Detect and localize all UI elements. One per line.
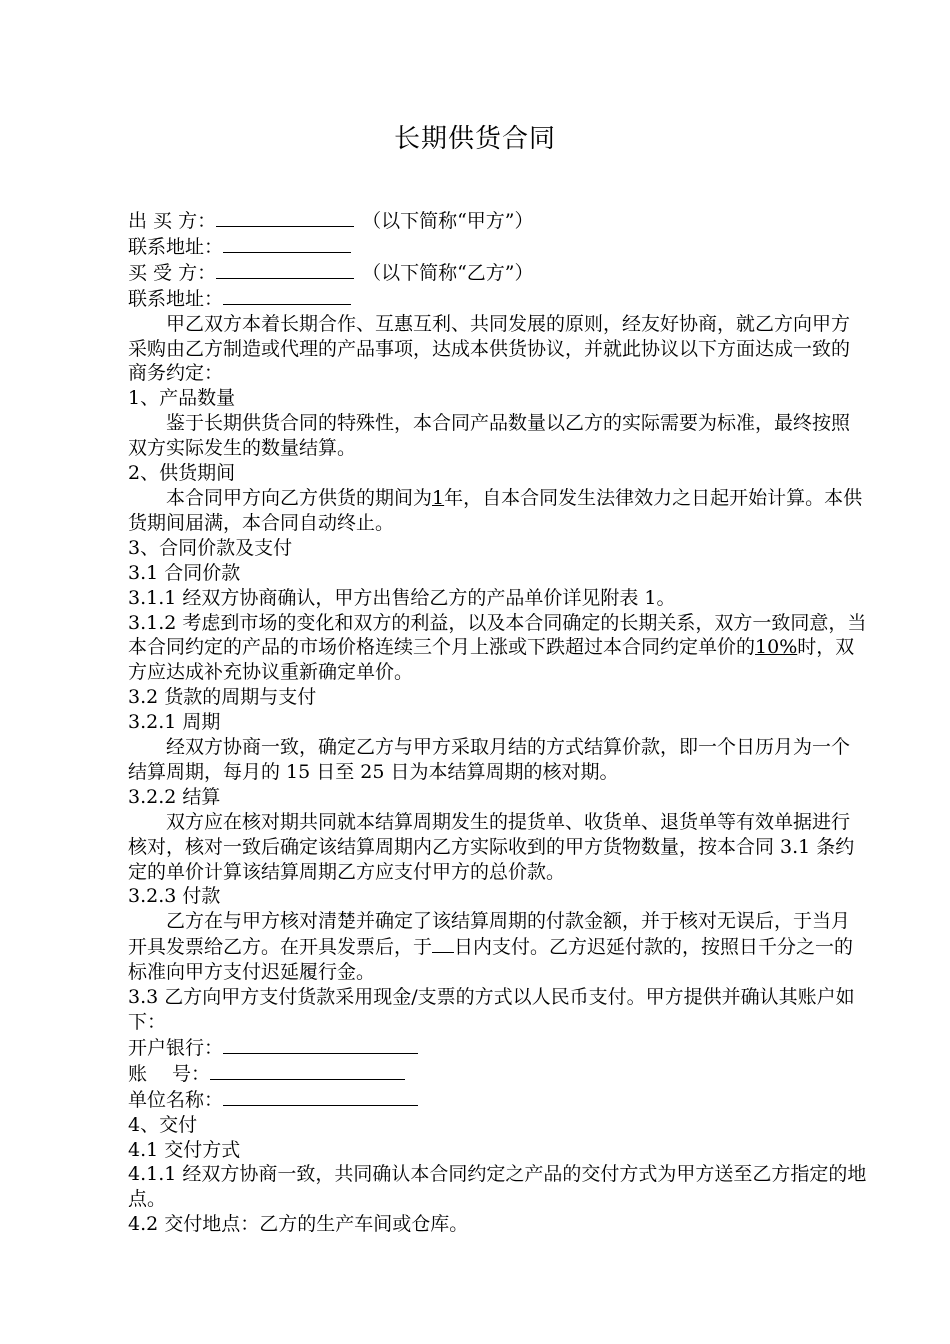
buyer-note: （以下简称“乙方”）: [362, 261, 534, 284]
section-3-2-3-heading: 3.2.3 付款: [128, 885, 221, 908]
section-1-heading: 1、产品数量: [128, 387, 236, 410]
buyer-address-line: [128, 286, 868, 312]
section-2-text-b: 年，自本合同发生法律效力之日起开始计算。本供货期间届满，本合同自动终止。: [128, 486, 863, 534]
section-3-2-2-heading: 3.2.2 结算: [128, 785, 221, 808]
buyer-line: [128, 260, 868, 286]
seller-address-line: [128, 234, 868, 260]
clause-3-1-2-a: 3.1.2 考虑到市场的变化和双方的利益，以及本合同确定的长期关系，双方一致同意，当本合同约定的产品的市场价格连续三个月上涨或下跌超过本合同约定单价的: [128, 611, 867, 659]
section-1-text: 鉴于长期供货合同的特殊性，本合同产品数量以乙方的实际需要为标准，最终按照双方实际发生的数量结算。: [128, 412, 851, 460]
account-label: 账 号：: [128, 1062, 211, 1085]
clause-4-1-1: 4.1.1 经双方协商一致，共同确认本合同约定之产品的交付方式为甲方送至乙方指定的地点。: [128, 1163, 867, 1211]
section-3-1-heading: 3.1 合同价款: [128, 561, 241, 584]
clause-3-2-3: [128, 909, 868, 985]
intro-paragraph: 甲乙双方本着长期合作、互惠互利、共同发展的原则，经友好协商，就乙方向甲方采购由乙方制造或代理的产品事项，达成本供货协议，并就此协议以下方面达成一致的商务约定：: [128, 312, 851, 385]
section-4-1-heading: 4.1 交付方式: [128, 1138, 241, 1161]
payment-days-blank[interactable]: [432, 934, 454, 953]
clause-3-2-2: 双方应在核对期共同就本结算周期发生的提货单、收货单、退货单等有效单据进行核对，核对一致后确定该结算周期内乙方实际收到的甲方货物数量，按本合同 3.1 条约定的单价计算该结算周期乙方应支付甲方的总价款。: [128, 810, 855, 883]
seller-address-blank[interactable]: [223, 234, 351, 253]
clause-3-1-2: [128, 611, 868, 686]
account-blank[interactable]: [210, 1061, 405, 1080]
section-3-heading: 3、合同价款及支付: [128, 536, 293, 559]
seller-name-blank[interactable]: [216, 208, 354, 227]
buyer-name-blank[interactable]: [216, 260, 354, 279]
price-threshold: 10%: [755, 636, 798, 659]
unit-blank[interactable]: [223, 1087, 418, 1106]
clause-3-2-1: 经双方协商一致，确定乙方与甲方采取月结的方式结算价款，即一个日历月为一个结算周期，每月的 15 日至 25 日为本结算周期的核对期。: [128, 736, 851, 783]
clause-3-3: 3.3 乙方向甲方支付货款采用现金/支票的方式以人民币支付。甲方提供并确认其账户如下：: [128, 986, 855, 1033]
seller-label: 出 买 方：: [128, 210, 217, 232]
clause-3-2-3-a: 乙方在与甲方核对清楚并确定了该结算周期的付款金额，并于核对无误后，于当月开具发票给乙方。在开具发票后，于: [128, 910, 851, 959]
page-title: 长期供货合同: [393, 124, 556, 154]
section-2-text-a: 本合同甲方向乙方供货的期间为: [166, 486, 433, 509]
section-3-2-heading: 3.2 货款的周期与支付: [128, 686, 317, 709]
buyer-address-blank[interactable]: [223, 286, 351, 305]
bank-line: [128, 1035, 868, 1061]
buyer-label: 买 受 方：: [128, 261, 217, 284]
buyer-address-label: 联系地址：: [128, 287, 224, 310]
seller-note: （以下简称“甲方”）: [362, 210, 534, 232]
seller-line: [128, 208, 868, 234]
contract-body: [128, 208, 868, 1237]
section-4-heading: 4、交付: [128, 1113, 198, 1136]
clause-4-2: 4.2 交付地点：乙方的生产车间或仓库。: [128, 1213, 469, 1236]
supply-term: 1: [432, 486, 445, 509]
seller-address-label: 联系地址：: [128, 235, 224, 258]
unit-label: 单位名称：: [128, 1088, 224, 1111]
bank-blank[interactable]: [223, 1035, 418, 1054]
account-line: [128, 1061, 868, 1087]
clause-3-2-3-b: 日内支付。乙方迟延付款的，按照日千分之一的标准向甲方支付迟延履行金。: [128, 936, 854, 984]
unit-line: [128, 1087, 868, 1113]
bank-label: 开户银行：: [128, 1036, 224, 1059]
section-3-2-1-heading: 3.2.1 周期: [128, 711, 221, 734]
section-2-heading: 2、供货期间: [128, 462, 236, 485]
clause-3-1-2-b: 时，双方应达成补充协议重新确定单价。: [128, 636, 855, 684]
section-2-text: [128, 486, 868, 536]
clause-3-1-1: 3.1.1 经双方协商确认，甲方出售给乙方的产品单价详见附表 1。: [128, 586, 676, 609]
